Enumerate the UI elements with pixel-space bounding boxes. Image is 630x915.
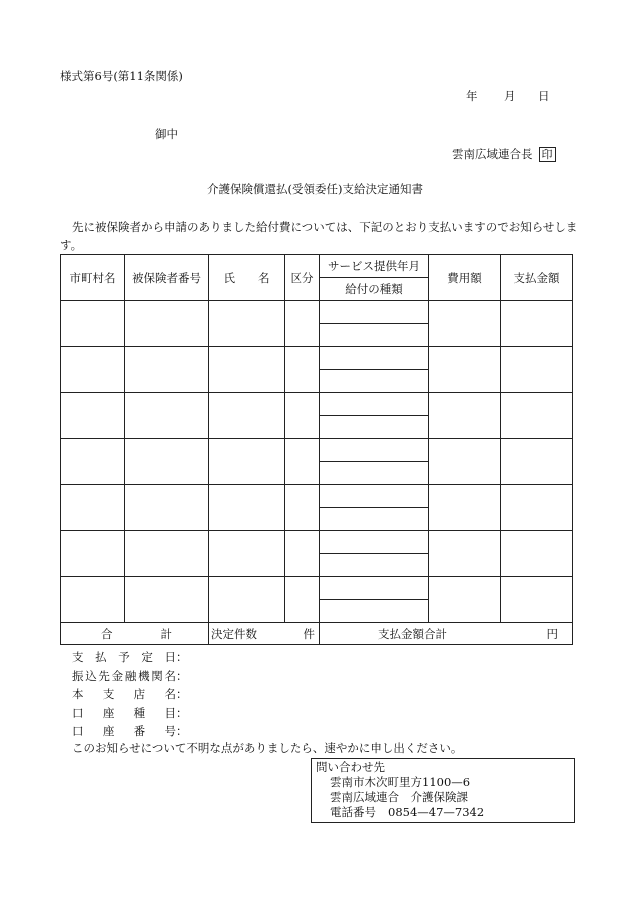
total-row	[61, 623, 573, 645]
cell-cost	[429, 301, 501, 347]
count-unit: 件	[303, 626, 315, 641]
cell-insured-number	[125, 531, 209, 577]
cell-name	[209, 301, 285, 347]
cell-payment	[501, 485, 573, 531]
issuer-name: 雲南広域連合長	[452, 147, 533, 161]
cell-payment	[501, 393, 573, 439]
cell-cost	[429, 439, 501, 485]
cell-municipality	[61, 393, 125, 439]
table-row	[61, 301, 573, 324]
contact-department: 雲南広域連合 介護保険課	[330, 790, 468, 804]
payment-info-line	[72, 704, 188, 723]
payment-info-label: 支払予定日	[72, 650, 176, 664]
notice-text: このお知らせについて不明な点がありましたら、速やかに申し出ください。	[72, 741, 463, 755]
cell-municipality	[61, 301, 125, 347]
contact-box	[311, 758, 575, 823]
payment-info-sep: ：	[176, 705, 188, 720]
intro-body: 先に被保険者から申請のありました給付費については、下記のとおり支払いますのでお知らせします。	[60, 220, 578, 252]
contact-address: 雲南市木次町里方1100—6	[330, 775, 471, 789]
cell-name	[209, 347, 285, 393]
payment-info-sep: ：	[176, 668, 188, 683]
cell-name	[209, 485, 285, 531]
cell-payment	[501, 531, 573, 577]
payment-info-line	[72, 667, 188, 686]
table-row	[61, 439, 573, 462]
addressee: 御中	[155, 127, 178, 141]
cell-service-month	[320, 393, 429, 416]
payment-info-sep: ：	[176, 650, 188, 664]
cell-service-month	[320, 439, 429, 462]
cell-service-month	[320, 577, 429, 600]
intro-text	[60, 218, 580, 254]
payment-info-sep: ：	[176, 724, 188, 738]
header-insured-number: 被保険者番号	[125, 255, 209, 301]
date-year: 年	[466, 89, 478, 103]
header-name: 氏 名	[209, 255, 285, 301]
cell-cost	[429, 347, 501, 393]
cell-benefit-type	[320, 508, 429, 531]
cell-benefit-type	[320, 324, 429, 347]
cell-payment	[501, 439, 573, 485]
cell-cost	[429, 531, 501, 577]
cell-benefit-type	[320, 370, 429, 393]
cell-name	[209, 577, 285, 623]
payment-info-label: 振込先金融機関名	[72, 668, 176, 683]
payment-info-line	[72, 648, 188, 667]
total-label-2: 計	[160, 626, 172, 641]
header-category: 区分	[285, 255, 320, 301]
cell-category	[285, 531, 320, 577]
cell-category	[285, 439, 320, 485]
cell-name	[209, 393, 285, 439]
cell-municipality	[61, 531, 125, 577]
cell-payment	[501, 577, 573, 623]
issuer	[452, 146, 556, 162]
cell-municipality	[61, 439, 125, 485]
header-municipality: 市町村名	[61, 255, 125, 301]
cell-insured-number	[125, 439, 209, 485]
cell-cost	[429, 485, 501, 531]
benefit-table	[60, 254, 573, 645]
cell-municipality	[61, 347, 125, 393]
payment-total-label: 支払金額合計	[378, 626, 447, 641]
document-title: 介護保険償還払(受領委任)支給決定通知書	[207, 182, 423, 196]
table-row	[61, 393, 573, 416]
payment-info-line	[72, 722, 188, 741]
cell-insured-number	[125, 301, 209, 347]
payment-info-sep: ：	[176, 687, 188, 701]
header-payment: 支払金額	[501, 255, 573, 301]
header-benefit-type: 給付の種類	[320, 278, 429, 301]
payment-info-label: 本支店名	[72, 687, 176, 701]
cell-category	[285, 485, 320, 531]
cell-municipality	[61, 485, 125, 531]
cell-service-month	[320, 485, 429, 508]
table-row	[61, 577, 573, 600]
date-month: 月	[504, 89, 516, 103]
cell-cost	[429, 577, 501, 623]
table-row	[61, 347, 573, 370]
payment-info-label: 口座番号	[72, 724, 176, 738]
cell-name	[209, 439, 285, 485]
cell-category	[285, 347, 320, 393]
cell-name	[209, 531, 285, 577]
table-row	[61, 485, 573, 508]
cell-municipality	[61, 577, 125, 623]
cell-benefit-type	[320, 554, 429, 577]
cell-insured-number	[125, 577, 209, 623]
seal-mark: 印	[539, 147, 556, 162]
cell-benefit-type	[320, 416, 429, 439]
cell-insured-number	[125, 485, 209, 531]
cell-service-month	[320, 301, 429, 324]
cell-cost	[429, 393, 501, 439]
decision-count-cell	[209, 623, 320, 645]
cell-service-month	[320, 347, 429, 370]
contact-phone-number: 0854—47—7342	[388, 805, 485, 819]
payment-info-label: 口座種目	[72, 705, 176, 720]
form-number: 様式第6号(第11条関係)	[60, 69, 183, 83]
cell-category	[285, 393, 320, 439]
cell-payment	[501, 301, 573, 347]
date-day: 日	[538, 89, 550, 103]
payment-info-line	[72, 685, 188, 704]
header-cost: 費用額	[429, 255, 501, 301]
contact-phone-label: 電話番号	[330, 805, 376, 819]
cell-insured-number	[125, 393, 209, 439]
payment-info	[72, 648, 188, 741]
decision-count-label: 決定件数	[211, 626, 257, 641]
cell-category	[285, 577, 320, 623]
payment-total-cell	[320, 623, 573, 645]
cell-category	[285, 301, 320, 347]
yen-unit: 円	[546, 626, 558, 641]
contact-heading: 問い合わせ先	[316, 760, 385, 774]
total-label-cell	[61, 623, 209, 645]
total-label-1: 合	[101, 626, 113, 641]
cell-benefit-type	[320, 462, 429, 485]
cell-payment	[501, 347, 573, 393]
table-row	[61, 531, 573, 554]
contact-phone	[316, 805, 574, 820]
date-line	[466, 88, 550, 104]
cell-service-month	[320, 531, 429, 554]
cell-insured-number	[125, 347, 209, 393]
header-service-month: サービス提供年月	[320, 255, 429, 278]
cell-benefit-type	[320, 600, 429, 623]
